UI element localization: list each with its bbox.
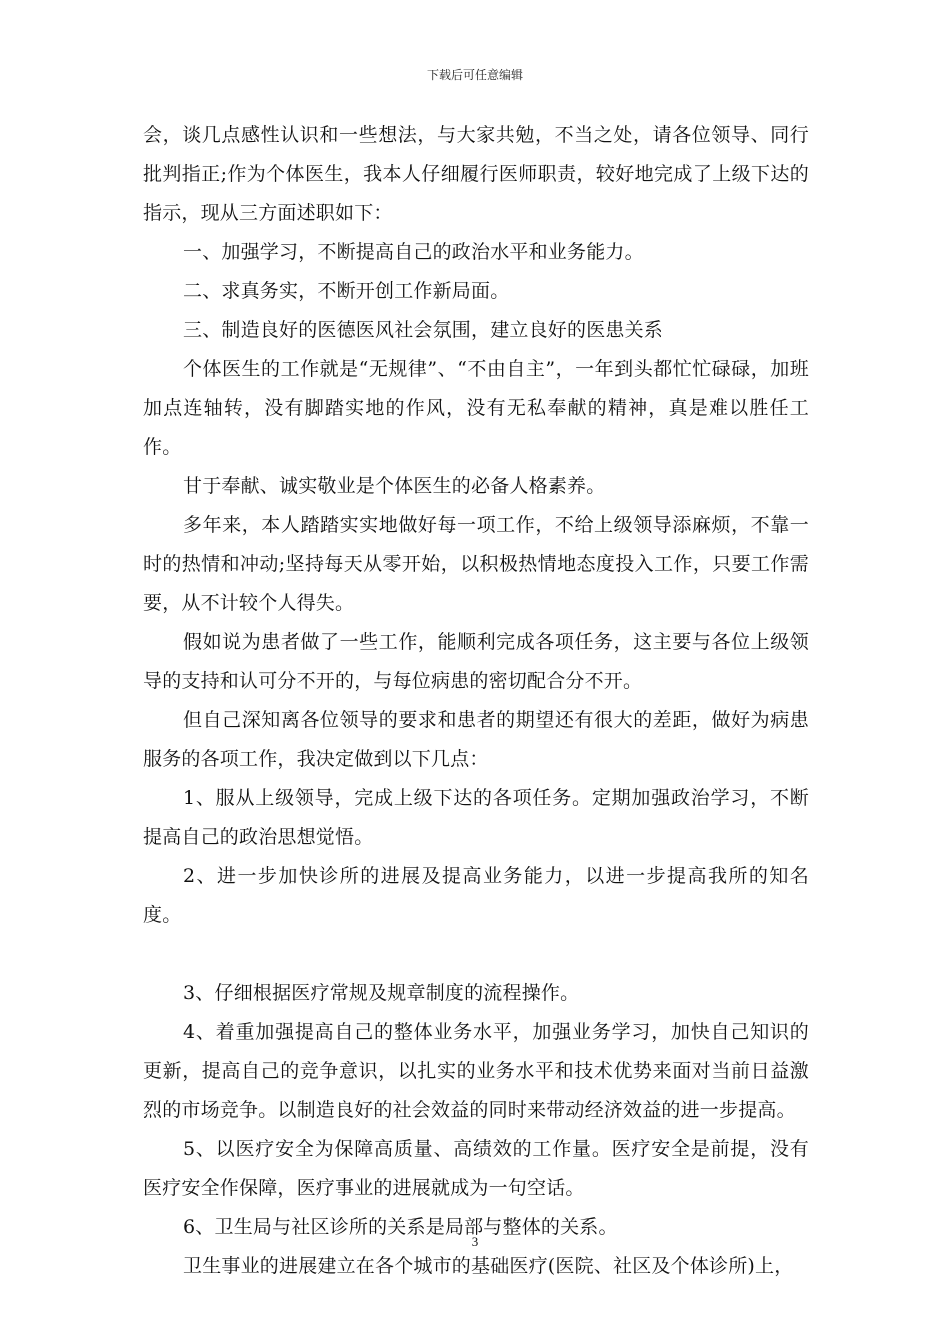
paragraph: 但自己深知离各位领导的要求和患者的期望还有很大的差距，做好为病患服务的各项工作，我决定做到以下几点： <box>143 709 809 770</box>
paragraph: 二、求真务实，不断开创工作新局面。 <box>183 280 510 302</box>
paragraph: 会，谈几点感性认识和一些想法，与大家共勉，不当之处，请各位领导、同行批判指正;作为个体医生，我本人仔细履行医师职责，较好地完成了上级下达的指示，现从三方面述职如下： <box>143 124 809 224</box>
paragraph: 卫生事业的进展建立在各个城市的基础医疗(医院、社区及个体诊所)上， <box>183 1255 794 1277</box>
paragraph: 个体医生的工作就是“无规律”、“不由自主”，一年到头都忙忙碌碌，加班加点连轴转，没有脚踏实地的作风，没有无私奉献的精神，真是难以胜任工作。 <box>143 358 809 458</box>
page-header: 下载后可任意编辑 <box>426 68 523 82</box>
paragraph: 6、卫生局与社区诊所的关系是局部与整体的关系。 <box>183 1216 618 1238</box>
document-body <box>143 116 809 1286</box>
page-number: 3 <box>471 1234 479 1249</box>
paragraph: 4、着重加强提高自己的整体业务水平，加强业务学习，加快自己知识的更新，提高自己的竞争意识，以扎实的业务水平和技术优势来面对当前日益激烈的市场竞争。以制造良好的社会效益的同时来带动经济效益的进一步提高。 <box>143 1021 809 1121</box>
paragraph: 一、加强学习，不断提高自己的政治水平和业务能力。 <box>183 241 644 263</box>
paragraph: 2、进一步加快诊所的进展及提高业务能力，以进一步提高我所的知名度。 <box>143 865 809 926</box>
paragraph: 假如说为患者做了一些工作，能顺利完成各项任务，这主要与各位上级领导的支持和认可分不开的，与每位病患的密切配合分不开。 <box>143 631 809 692</box>
paragraph: 多年来，本人踏踏实实地做好每一项工作，不给上级领导添麻烦，不靠一时的热情和冲动;坚持每天从零开始，以积极热情地态度投入工作，只要工作需要，从不计较个人得失。 <box>143 514 809 614</box>
paragraph: 5、以医疗安全为保障高质量、高绩效的工作量。医疗安全是前提，没有医疗安全作保障，医疗事业的进展就成为一句空话。 <box>143 1138 809 1199</box>
paragraph: 甘于奉献、诚实敬业是个体医生的必备人格素养。 <box>183 475 606 497</box>
paragraph: 3、仔细根据医疗常规及规章制度的流程操作。 <box>183 982 580 1004</box>
blank-line <box>143 935 809 974</box>
paragraph: 三、制造良好的医德医风社会氛围，建立良好的医患关系 <box>183 319 664 341</box>
paragraph: 1、服从上级领导，完成上级下达的各项任务。定期加强政治学习，不断提高自己的政治思想觉悟。 <box>143 787 809 848</box>
